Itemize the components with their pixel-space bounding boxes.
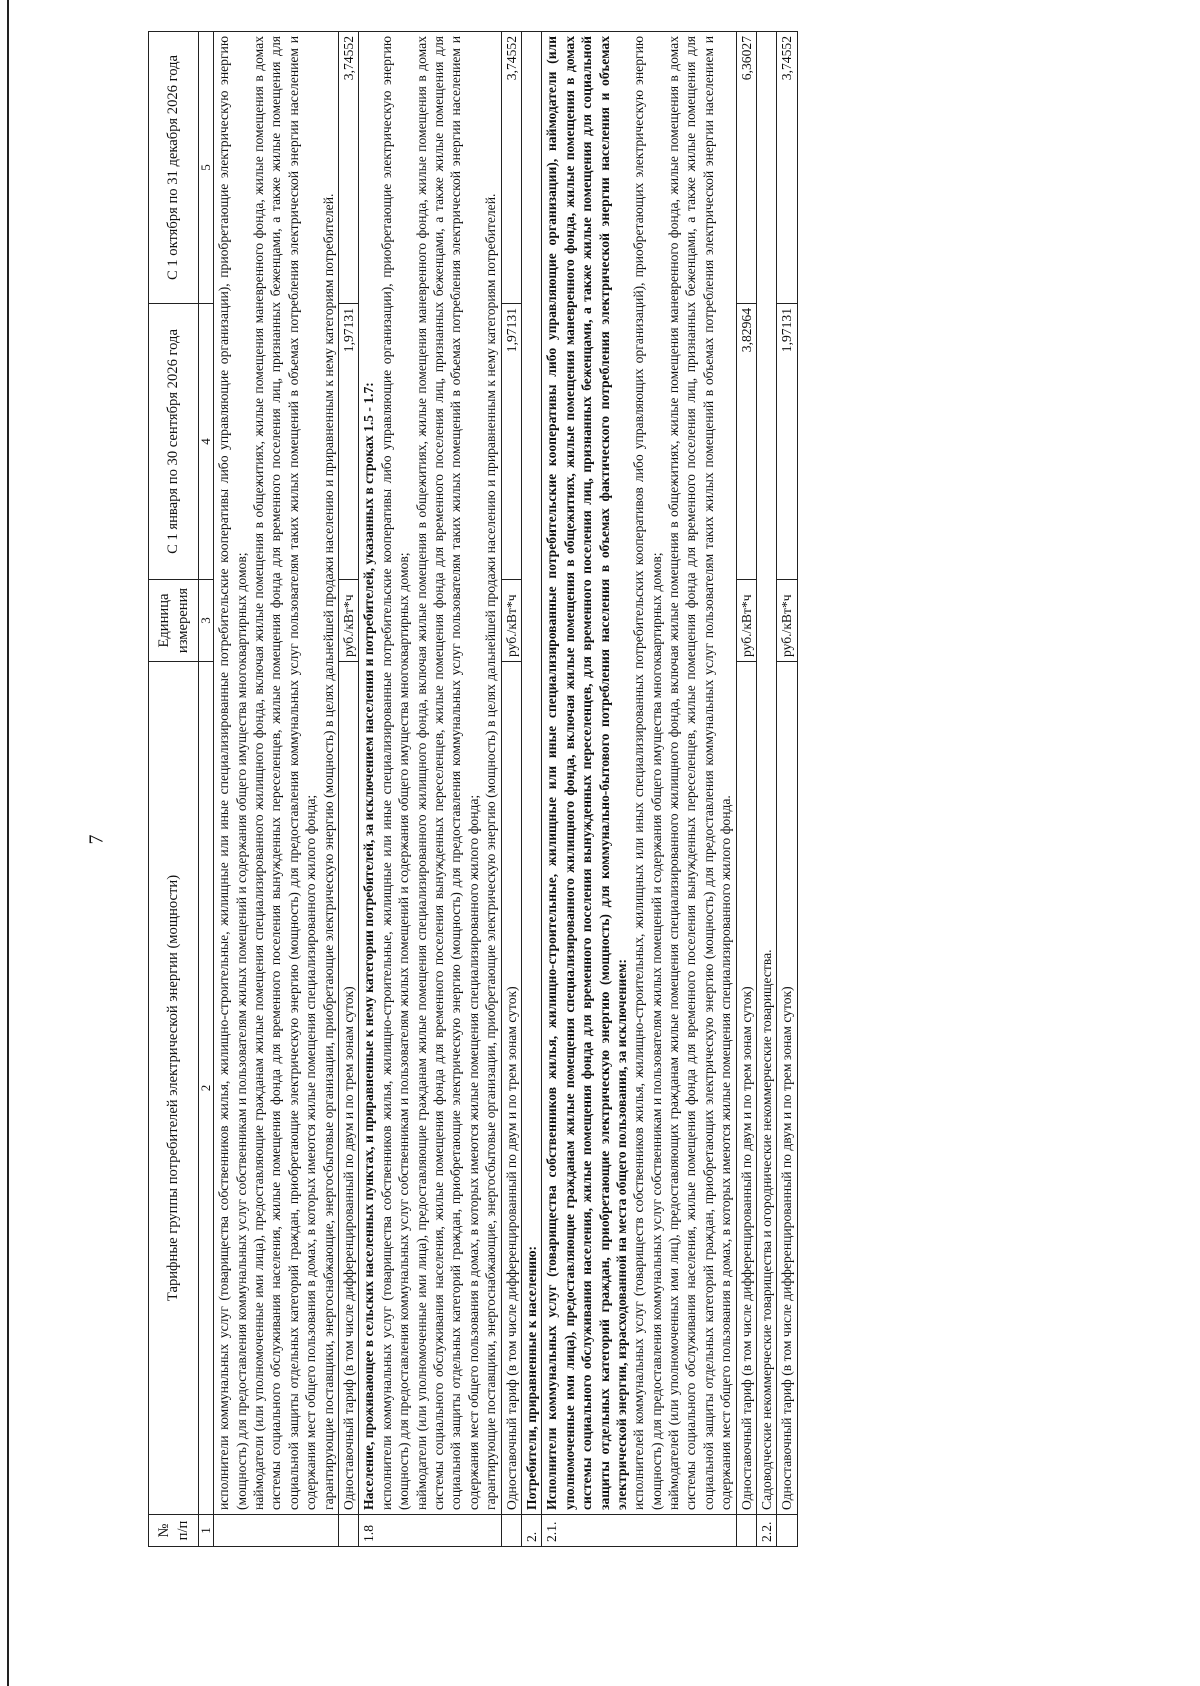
header-group: Тарифные группы потребителей электрической энергии (мощности) xyxy=(149,662,199,1515)
tariff-value-period2: 6,36027 xyxy=(736,32,756,304)
tariff-value-period1: 3,82964 xyxy=(736,304,756,580)
col-number-4: 4 xyxy=(199,304,214,580)
tariff-label: Одноставочный тариф (в том числе дифференцированный по двум и по трем зонам суток) xyxy=(777,662,797,1515)
row-description xyxy=(359,32,501,1515)
row-num xyxy=(501,1515,521,1547)
paragraph: гарантирующие поставщики, энергоснабжающие, энергосбытовые организации, приобретающие электрическую энергию (мощность) в целях дальнейшей продажи населению и приравненным к нему категориям потребителей. xyxy=(483,193,499,1510)
paragraph: наймодатели (или уполномоченные ими лица), предоставляющие гражданам жилые помещения специализированного жилищного фонда, включая жилые помещения в общежитиях, жилые помещения маневренного фонда, жилые помещения в домах системы социального обслуживания населения, жилые помещения фонда для временного поселения вынужденных переселенцев, жилые помещения фонда для временного поселения лиц, признанных беженцами, а также жилые помещения для социальной защиты отдельных категорий граждан, приобретающие электрическую энергию (мощность) для предоставления коммунальных услуг пользователям таких жилых помещений в объемах потребления электрической энергии населением и содержания мест общего пользования в домах, в которых имеются жилые помещения специализированного жилого фонда; xyxy=(413,36,481,1510)
table-row xyxy=(521,32,541,1547)
row-description: Садоводческие некоммерческие товарищества и огороднические некоммерческие товарищества. xyxy=(757,32,777,1515)
section-title: Население, проживающее в сельских населенных пунктах, и приравненные к нему категории потребителей, за исключением населения и потребителей, указанных в строках 1.5 - 1.7: xyxy=(361,382,377,1510)
header-period1: С 1 января по 30 сентября 2026 года xyxy=(149,304,199,580)
header-row xyxy=(149,32,199,1547)
tariff-row xyxy=(339,32,359,1547)
table-row xyxy=(359,32,501,1547)
paragraph: исполнители коммунальных услуг (товарищества собственников жилья, жилищно-строительные, жилищные или иные специализированные потребительские кооперативы либо управляющие организации), приобретающие электрическую энергию (мощность) для предоставления коммунальных услуг собственникам и пользователям жилых помещений и содержания общего имущества многоквартирных домов; xyxy=(216,36,249,1510)
paragraph: исполнители коммунальных услуг (товарищества собственников жилья, жилищно-строительные, жилищные или иные специализированные потребительские кооперативы либо управляющие организации), приобретающие электрическую энергию (мощность) для предоставления коммунальных услуг собственникам и пользователям жилых помещений и содержания общего имущества многоквартирных домов; xyxy=(378,36,412,1510)
col-number-2: 2 xyxy=(199,662,214,1515)
row-num: 1.8 xyxy=(359,1515,501,1547)
tariff-row xyxy=(736,32,756,1547)
table-row xyxy=(757,32,777,1547)
tariff-value-period2: 3,74552 xyxy=(339,32,359,304)
page-left-edge xyxy=(0,0,9,1686)
tariff-value-period2: 3,74552 xyxy=(777,32,797,304)
row-num xyxy=(339,1515,359,1547)
row-num: 2.1. xyxy=(542,1515,736,1547)
header-period2: С 1 октября по 31 декабря 2026 года xyxy=(149,32,199,304)
tariff-row xyxy=(777,32,797,1547)
paragraph: наймодатели (или уполномоченные ими лица), предоставляющие гражданам жилые помещения специализированного жилищного фонда, включая жилые помещения в общежитиях, жилые помещения маневренного фонда, жилые помещения в домах системы социального обслуживания населения, жилые помещения фонда для временного поселения вынужденных переселенцев, жилые помещения фонда для временного поселения лиц, признанных беженцами, а также жилые помещения для социальной защиты отдельных категорий граждан, приобретающие электрическую энергию (мощность) для предоставления коммунальных услуг пользователям таких жилых помещений в объемах потребления электрической энергии населением и содержания мест общего пользования в домах, в которых имеются жилые помещения специализированного жилого фонда; xyxy=(251,36,319,1510)
col-number-5: 5 xyxy=(199,32,214,304)
header-unit: Единица измерения xyxy=(149,580,199,662)
column-number-row xyxy=(199,32,214,1547)
tariff-label: Одноставочный тариф (в том числе дифференцированный по двум и по трем зонам суток) xyxy=(501,662,521,1515)
tariff-label: Одноставочный тариф (в том числе дифференцированный по двум и по трем зонам суток) xyxy=(736,662,756,1515)
tariff-value-period2: 3,74552 xyxy=(501,32,521,304)
rotated-sheet xyxy=(148,32,1066,1547)
col-number-1: 1 xyxy=(199,1515,214,1547)
tariff-table xyxy=(148,31,798,1547)
paragraph: гарантирующие поставщики, энергоснабжающие, энергосбытовые организации, приобретающие электрическую энергию (мощность) в целях дальнейшей продажи населению и приравненным к нему категориям потребителей. xyxy=(320,193,336,1510)
row-description xyxy=(214,32,339,1515)
row-num xyxy=(214,1515,339,1547)
table-row xyxy=(542,32,736,1547)
tariff-table-container xyxy=(148,32,1066,1547)
section-title: Исполнители коммунальных услуг (товарищества собственников жилья, жилищно-строительные, жилищные или иные специализированные потребительские кооперативы либо управляющие организации), наймодатели (или уполномоченные ими лица), предоставляющие гражданам жилые помещения специализированного жилищного фонда, включая жилые помещения в общежитиях, жилые помещения маневренного фонда, жилые помещения в домах системы социального обслуживания населения, жилые помещения фонда для временного поселения вынужденных переселенцев, для временного поселения лиц, признанных беженцами, а также жилые помещения для социальной защиты отдельных категорий граждан, приобретающие электрическую энергию (мощность) для коммунально-бытового потребления населения в объемах фактического потребления электрической энергии населения и объемах электрической энергии, израсходованной на места общего пользования, за исключением: xyxy=(544,36,629,1510)
col-number-3: 3 xyxy=(199,580,214,662)
row-num: 2. xyxy=(521,1515,541,1547)
tariff-unit: руб./кВт*ч xyxy=(736,580,756,662)
tariff-value-period1: 1,97131 xyxy=(339,304,359,580)
tariff-unit: руб./кВт*ч xyxy=(339,580,359,662)
header-num: № п/п xyxy=(149,1515,199,1547)
paragraph: наймодателей (или уполномоченных ими лиц), предоставляющих гражданам жилые помещения специализированного жилищного фонда, включая жилые помещения в общежитиях, жилые помещения маневренного фонда, жилые помещения в домах системы социального обслуживания населения, жилые помещения фонда для временного поселения вынужденных переселенцев, жилые помещения фонда для временного поселения лиц, признанных беженцами, а также жилые помещения для социальной защиты отдельных категорий граждан, приобретающих электрическую энергию (мощность) для предоставления коммунальных услуг пользователям таких жилых помещений в объемах потребления электрической энергии населением и содержания мест общего пользования в домах, в которых имеются жилые помещения специализированного жилого фонда. xyxy=(666,36,734,1510)
tariff-row xyxy=(501,32,521,1547)
row-num: 2.2. xyxy=(757,1515,777,1547)
table-row xyxy=(214,32,339,1547)
row-description xyxy=(542,32,736,1515)
page-number: 7 xyxy=(85,834,108,845)
paragraph: исполнителей коммунальных услуг (товариществ собственников жилья, жилищно-строительных, жилищных или иных специализированных потребительских кооперативов либо управляющих организаций), приобретающих электрическую энергию (мощность) для предоставления коммунальных услуг собственникам и пользователям жилых помещений и содержания общего имущества многоквартирных домов; xyxy=(631,36,664,1510)
tariff-unit: руб./кВт*ч xyxy=(501,580,521,662)
row-num xyxy=(736,1515,756,1547)
row-num xyxy=(777,1515,797,1547)
tariff-label: Одноставочный тариф (в том числе дифференцированный по двум и по трем зонам суток) xyxy=(339,662,359,1515)
tariff-unit: руб./кВт*ч xyxy=(777,580,797,662)
section-title: Потребители, приравненные к населению: xyxy=(521,32,541,1515)
tariff-value-period1: 1,97131 xyxy=(501,304,521,580)
tariff-value-period1: 1,97131 xyxy=(777,304,797,580)
